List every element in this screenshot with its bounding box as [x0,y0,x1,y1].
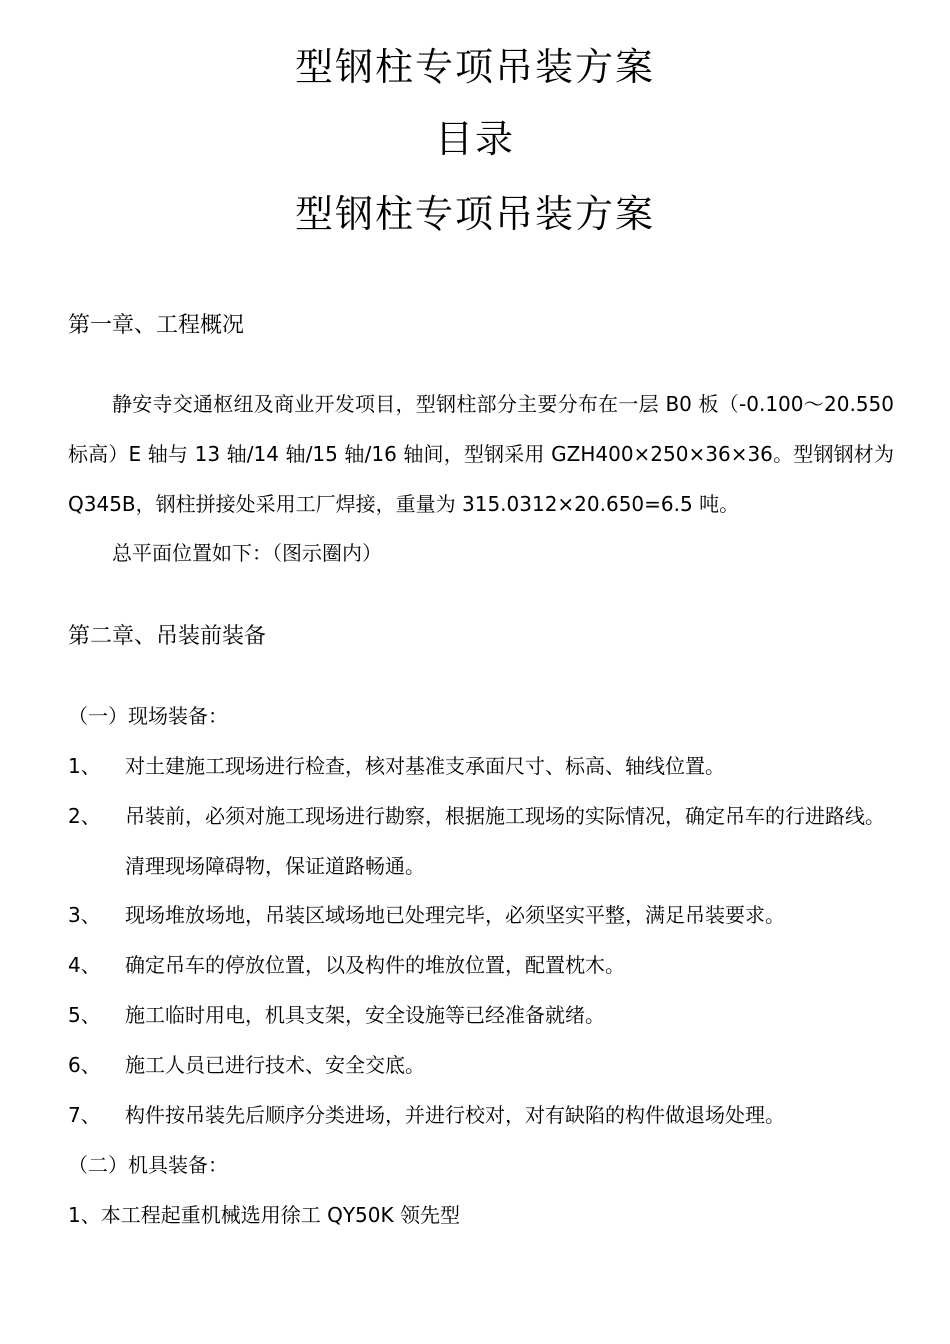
document-title-repeat: 型钢柱专项吊装方案 [294,192,655,236]
list-item [68,801,898,891]
list-item-text: 吊装前，必须对施工现场进行勘察，根据施工现场的实际情况，确定吊车的行进路线。清理现场障碍物，保证道路畅通。 [125,804,885,878]
toc-title: 目录 [434,117,515,161]
list-item-text: 施工临时用电，机具支架，安全设施等已经准备就绪。 [125,1003,605,1027]
list-item-number: 3、 [68,903,101,927]
list-item-text: 现场堆放场地，吊装区域场地已处理完毕，必须坚实平整，满足吊装要求。 [125,903,785,927]
document-title: 型钢柱专项吊装方案 [294,45,655,89]
list-item-number: 5、 [68,1003,101,1027]
site-prep-heading: （一）现场装备： [68,704,228,728]
list-item-text: 构件按吊装先后顺序分类进场，并进行校对，对有缺陷的构件做退场处理。 [125,1103,785,1127]
list-item-number: 7、 [68,1103,101,1127]
chapter1-paragraph: 静安寺交通枢纽及商业开发项目，型钢柱部分主要分布在一层 B0 板（-0.100～20.550 标高）E 轴与 13 轴/14 轴/15 轴/16 轴间，型钢采用 GZH400×250×36×36。型钢钢材为 Q345B，钢柱拼接处采用工厂焊接，重量为 315.0312×20.650=6.5 吨。 [68,392,894,516]
list-item-number: 6、 [68,1053,101,1077]
list-item [68,1000,898,1030]
list-item-number: 2、 [68,804,101,828]
list-item [68,751,898,781]
list-item [68,1100,898,1130]
list-item-number: 4、 [68,953,101,977]
list-item-text: 对土建施工现场进行检查，核对基准支承面尺寸、标高、轴线位置。 [125,754,725,778]
list-item-text: 确定吊车的停放位置，以及构件的堆放位置，配置枕木。 [125,953,625,977]
list-item [68,950,898,980]
list-item [68,1050,898,1080]
machine-prep-heading: （二）机具装备： [68,1153,228,1177]
chapter2-heading: 第二章、吊装前装备 [68,624,267,649]
list-item [68,900,898,930]
list-item-text: 施工人员已进行技术、安全交底。 [125,1053,425,1077]
list-item-number: 1、 [68,754,101,778]
machine-item: 1、本工程起重机械选用徐工 QY50K 领先型 [68,1203,460,1227]
chapter1-heading: 第一章、工程概况 [68,313,245,338]
plan-note: 总平面位置如下：（图示圈内） [112,541,382,565]
